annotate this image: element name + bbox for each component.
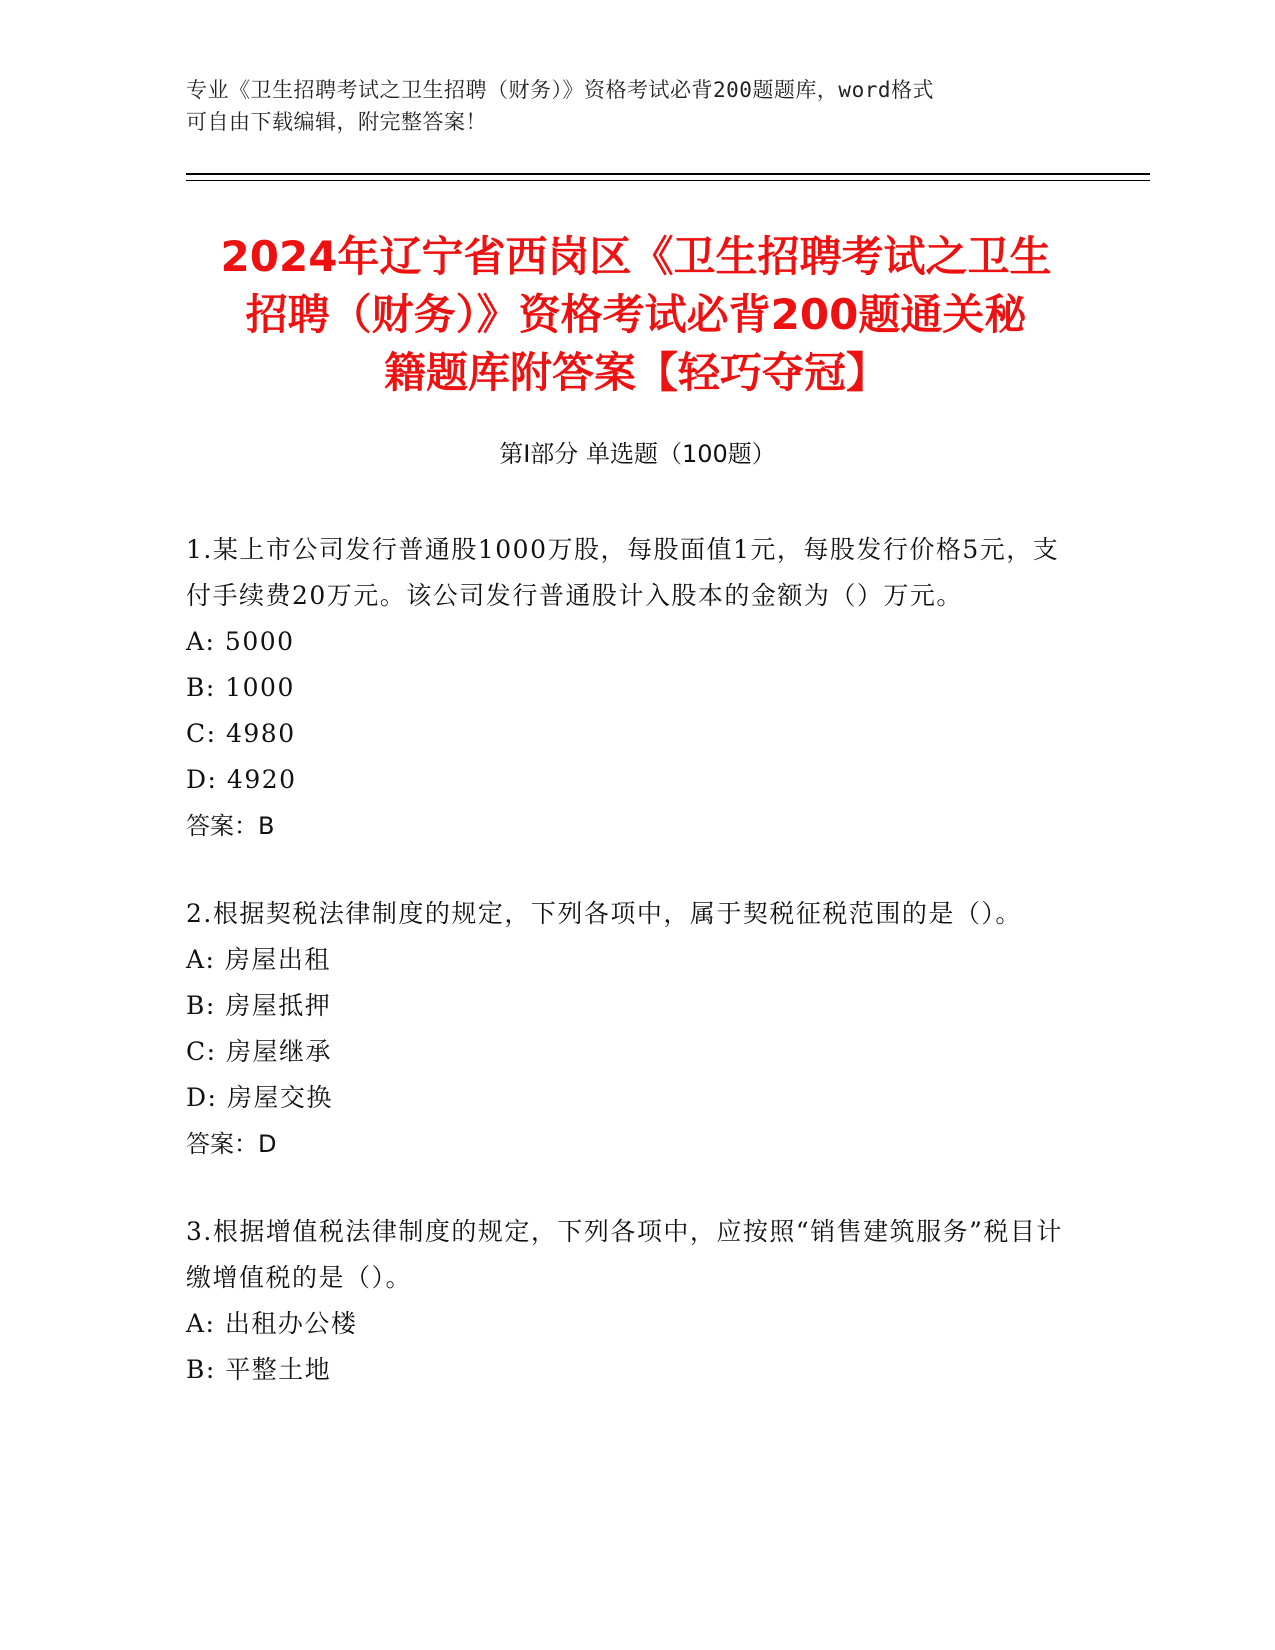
question-1: [186, 527, 1066, 849]
option-a: A: 房屋出租: [186, 945, 331, 974]
header-note-line-2: 可自由下载编辑，附完整答案！: [186, 110, 487, 134]
answer: 答案：B: [186, 812, 275, 840]
answer: 答案：D: [186, 1130, 277, 1158]
question-3: [186, 1209, 1066, 1393]
question-stem: 3.根据增值税法律制度的规定，下列各项中，应按照“销售建筑服务”税目计缴增值税的是（）。: [186, 1217, 1063, 1292]
option-b: B: 平整土地: [186, 1355, 332, 1384]
question-list: [186, 527, 1066, 1435]
header-divider-thick: [186, 173, 1150, 175]
header-note-line-1: 专业《卫生招聘考试之卫生招聘（财务）》资格考试必背200题题库，word格式: [186, 78, 934, 102]
option-d: D: 房屋交换: [186, 1083, 333, 1112]
option-b: B: 房屋抵押: [186, 991, 332, 1020]
option-c: C: 房屋继承: [186, 1037, 332, 1066]
option-b: B: 1000: [186, 673, 295, 702]
question-2: [186, 891, 1066, 1167]
header-note: [186, 74, 1066, 138]
option-c: C: 4980: [186, 719, 296, 748]
option-a: A: 5000: [186, 627, 295, 656]
section-heading: 第I部分 单选题（100题）: [499, 440, 776, 468]
title-line-2: 招聘（财务）》资格考试必背200题通关秘: [245, 290, 1027, 339]
option-a: A: 出租办公楼: [186, 1309, 358, 1338]
question-stem: 1.某上市公司发行普通股1000万股，每股面值1元，每股发行价格5元，支付手续费20万元。该公司发行普通股计入股本的金额为（）万元。: [186, 535, 1060, 610]
header-divider-thin: [186, 180, 1150, 181]
document-title: [186, 228, 1086, 402]
title-line-3: 籍题库附答案【轻巧夺冠】: [383, 348, 888, 397]
option-d: D: 4920: [186, 765, 297, 794]
question-stem: 2.根据契税法律制度的规定，下列各项中，属于契税征税范围的是（）。: [186, 899, 1022, 928]
title-line-1: 2024年辽宁省西岗区《卫生招聘考试之卫生: [220, 232, 1052, 281]
